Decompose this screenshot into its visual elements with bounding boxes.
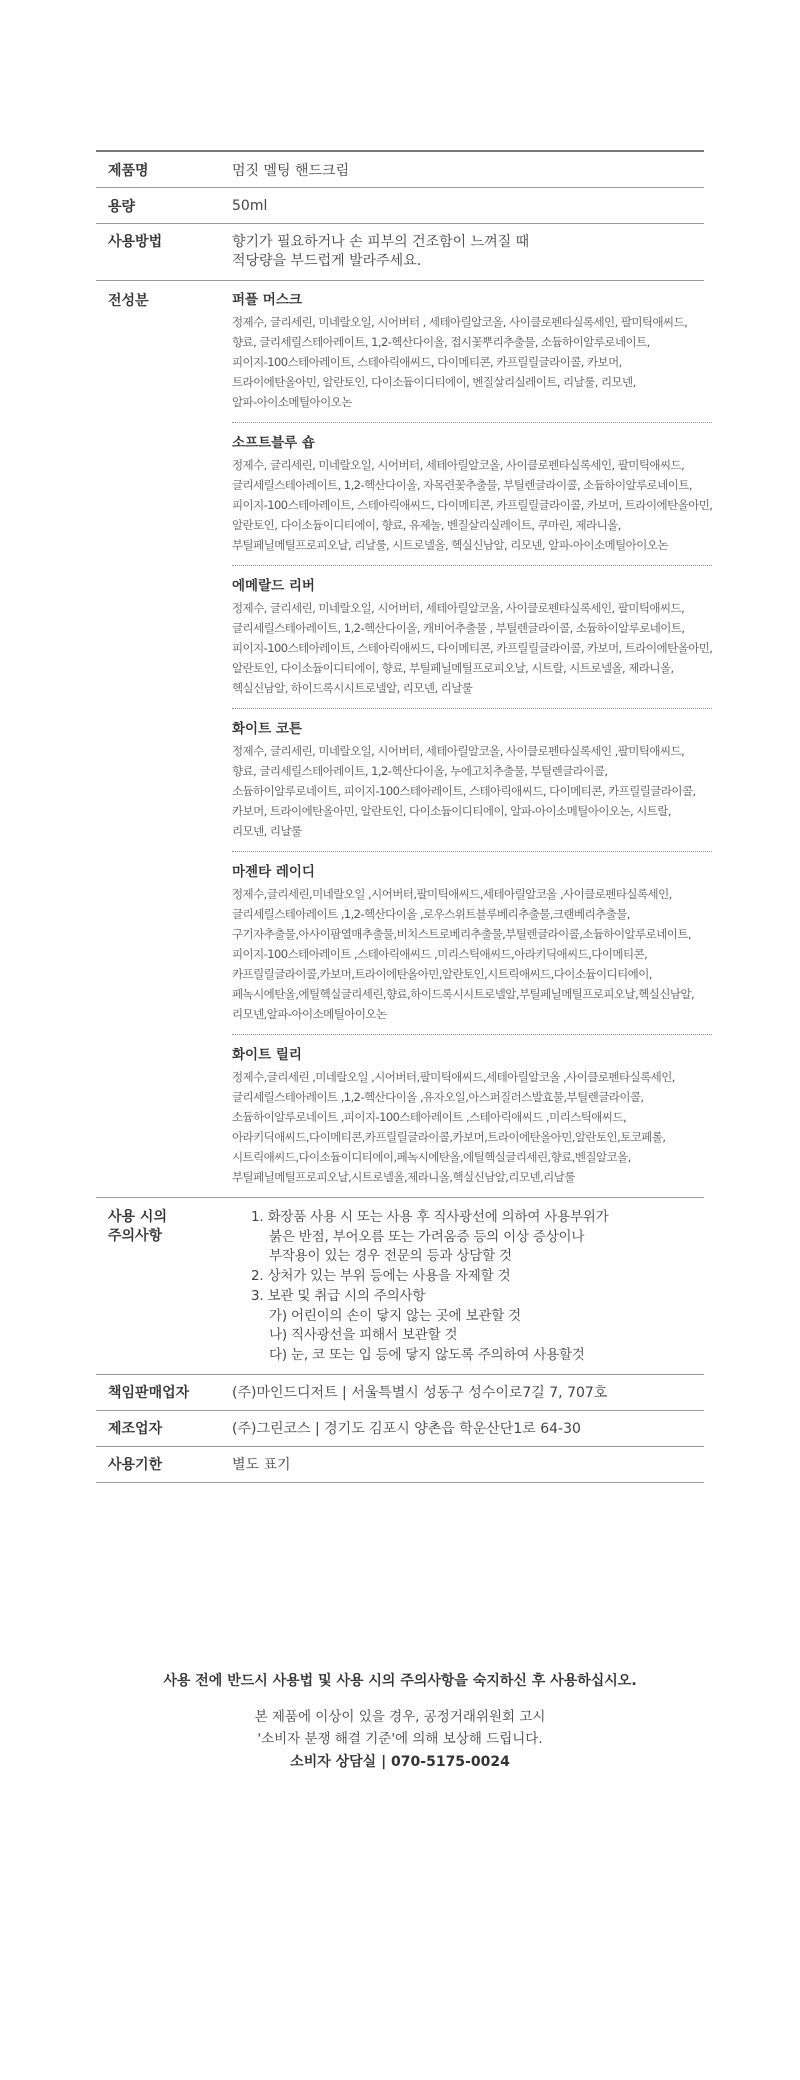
ingredient-line: 정제수,글리세린,미네랄오일 ,시어버터,팔미틱애씨드,세테아릴알코올 ,사이클로펜타실록세인,	[232, 887, 672, 901]
ingredient-product	[232, 852, 712, 1035]
compensation-notice-line: '소비자 분쟁 해결 기준'에 의해 보상해 드립니다.	[257, 1731, 543, 1747]
caution-label-line: 사용 시의	[108, 1209, 167, 1225]
ingredient-line: 트라이에탄올아민, 알란토인, 다이소듐이디티에이, 벤질살리실레이트, 리날룰, 리모넨,	[232, 375, 636, 389]
ingredient-product	[232, 1035, 712, 1197]
ingredient-product-name: 소프트블루 숍	[232, 435, 315, 451]
consumer-center-phone: 소비자 상담실 | 070-5175-0024	[290, 1754, 510, 1770]
ingredient-line: 글리세릴스테아레이트, 1,2-헥산다이올, 자목련꽃추출물, 부틸렌글라이콜, 소듐하이알루로네이트,	[232, 478, 692, 492]
ingredient-line: 구기자추출물,아사이팜열매추출물,비치스트로베리추출물,부틸렌글라이콜,소듐하이알루로네이트,	[232, 927, 692, 941]
caution-line: 나) 직사광선을 피해서 보관할 것	[269, 1327, 458, 1344]
ingredient-line: 정제수, 글리세린, 미네랄오일, 시어버터, 세테아릴알코올, 사이클로펜타실록세인, 팔미틱애씨드,	[232, 601, 685, 615]
expiry-value: 별도 표기	[232, 1457, 291, 1474]
ingredient-line: 알란토인, 다이소듐이디티에이, 향료, 부틸페닐메틸프로피오날, 시트랄, 시트로넬올, 제라니올,	[232, 661, 674, 675]
caution-line: 다) 눈, 코 또는 입 등에 닿지 않도록 주의하여 사용할것	[269, 1346, 585, 1363]
row-manufacturer	[96, 1411, 704, 1447]
ingredient-product	[232, 709, 712, 852]
ingredient-product-name: 마젠타 레이디	[232, 864, 315, 880]
ingredient-line: 글리세릴스테아레이트 ,1,2-헥산다이올 ,유자오일,아스퍼질러스발효물,부틸렌글라이콜,	[232, 1090, 644, 1104]
ingredient-product	[232, 423, 712, 566]
ingredient-line: 리모넨,알파-아이소메틸아이오논	[232, 1007, 387, 1021]
ingredient-line: 헥실신남알, 하이드록시시트로넬알, 리모넨, 리날룰	[232, 681, 473, 695]
caution-label-line: 주의사항	[108, 1228, 163, 1244]
ingredient-product-name: 퍼플 머스크	[232, 292, 302, 308]
ingredient-line: 알란토인, 다이소듐이디티에이, 향료, 유제놀, 벤질살리실레이트, 쿠마린, 제라니올,	[232, 518, 621, 532]
ingredient-line: 피이지-100스테아레이트 ,스테아릭애씨드 ,미리스틱애씨드,아라키딕애씨드,다이메티콘,	[232, 947, 648, 961]
ingredient-line: 부틸페닐메틸프로피오날, 리날룰, 시트로넬올, 헥실신남알, 리모넨, 알파-아이소메틸아이오논	[232, 538, 668, 552]
volume-value: 50ml	[232, 197, 268, 214]
row-seller	[96, 1375, 704, 1411]
usage-line: 향기가 필요하거나 손 피부의 건조함이 느껴질 때	[232, 234, 530, 250]
ingredient-line: 향료, 글리세릴스테아레이트, 1,2-헥산다이올, 접시꽃뿌리추출물, 소듐하이알루로네이트,	[232, 335, 650, 349]
ingredient-line: 카보머, 트라이에탄올아민, 알란토인, 다이소듐이디티에이, 알파-아이소메틸아이오논, 시트랄,	[232, 804, 671, 818]
ingredient-line: 리모넨, 리날룰	[232, 824, 302, 838]
ingredient-line: 글리세릴스테아레이트, 1,2-헥산다이올, 캐비어추출물 , 부틸렌글라이콜, 소듐하이알루로네이트,	[232, 621, 685, 635]
seller-value: (주)마인드디저트 | 서울특별시 성동구 성수이로7길 7, 707호	[232, 1385, 608, 1402]
ingredient-line: 알파-아이소메틸아이오논	[232, 395, 352, 409]
usage-value	[232, 224, 704, 280]
caution-line: 붉은 반점, 부어오름 또는 가려움증 등의 이상 증상이나	[269, 1228, 585, 1245]
manufacturer-value: (주)그린코스 | 경기도 김포시 양촌읍 학운산단1로 64-30	[232, 1421, 581, 1438]
row-label: 제조업자	[108, 1421, 163, 1438]
row-ingredients	[96, 281, 713, 1198]
ingredient-line: 피이지-100스테아레이트, 스테아릭애씨드, 다이메티콘, 카프릴릴글라이콜, 카보머, 트라이에탄올아민,	[232, 641, 713, 655]
ingredient-line: 시트릭애씨드,다이소듐이디티에이,페녹시에탄올,에틸헥실글리세린,향료,벤질알코올,	[232, 1150, 631, 1164]
compensation-notice-line: 본 제품에 이상이 있을 경우, 공정거래위원회 고시	[254, 1709, 546, 1725]
caution-value	[232, 1198, 704, 1374]
row-label: 전성분	[108, 293, 149, 309]
row-label: 용량	[108, 198, 136, 215]
usage-line: 적당량을 부드럽게 발라주세요.	[232, 253, 422, 269]
ingredient-line: 향료, 글리세릴스테아레이트, 1,2-헥산다이올, 누에고치추출물, 부틸렌글라이콜,	[232, 764, 608, 778]
ingredient-line: 페녹시에탄올,에틸헥실글리세린,향료,하이드록시시트로넬알,부틸페닐메틸프로피오날,헥실신남알,	[232, 987, 695, 1001]
row-caution	[96, 1198, 704, 1375]
row-label: 사용방법	[108, 234, 163, 250]
ingredient-line: 부틸페닐메틸프로피오날,시트로넬올,제라니올,헥실신남알,리모넨,리날룰	[232, 1170, 575, 1184]
ingredient-line: 정제수, 글리세린, 미네랄오일, 시어버터, 세테아릴알코올, 사이클로펜타실록세인 ,팔미틱애씨드,	[232, 744, 685, 758]
ingredient-line: 피이지-100스테아레이트, 스테아릭애씨드, 다이메티콘, 카프릴릴글라이콜, 카보머, 트라이에탄올아민,	[232, 498, 713, 512]
ingredient-line: 정제수,글리세린 ,미네랄오일 ,시어버터,팔미틱애씨드,세테아릴알코올 ,사이클로펜타실록세인,	[232, 1070, 675, 1084]
ingredient-line: 아라키딕애씨드,다이메티콘,카프릴릴글라이콜,카보머,트라이에탄올아민,알란토인,토코페롤,	[232, 1130, 666, 1144]
product-info-table	[96, 150, 713, 1483]
row-expiry	[96, 1447, 704, 1483]
ingredient-list	[232, 281, 712, 1197]
row-label: 책임판매업자	[108, 1385, 190, 1402]
ingredient-line: 카프릴릴글라이콜,카보머,트라이에탄올아민,알란토인,시트릭애씨드,다이소듐이디티에이,	[232, 967, 652, 981]
row-usage	[96, 224, 704, 281]
caution-line: 부작용이 있는 경우 전문의 등과 상담할 것	[269, 1248, 512, 1265]
ingredient-product-name: 에메랄드 리버	[232, 578, 315, 594]
ingredient-line: 정제수, 글리세린, 미네랄오일, 시어버터 , 세테아릴알코올, 사이클로펜타실록세인, 팔미틱애씨드,	[232, 315, 688, 329]
product-name-value: 멈짓 멜팅 핸드크림	[232, 162, 350, 179]
ingredient-product	[232, 566, 712, 709]
caution-line: 1. 화장품 사용 시 또는 사용 후 직사광선에 의하여 사용부위가	[251, 1209, 609, 1225]
ingredient-line: 소듐하이알루로네이트, 피이지-100스테아레이트, 스테아릭애씨드, 다이메티콘, 카프릴릴글라이콜,	[232, 784, 696, 798]
ingredient-line: 정제수, 글리세린, 미네랄오일, 시어버터, 세테아릴알코올, 사이클로펜타실록세인, 팔미틱애씨드,	[232, 458, 685, 472]
row-label	[96, 1198, 232, 1374]
caution-line: 3. 보관 및 취급 시의 주의사항	[251, 1287, 426, 1304]
caution-line: 가) 어린이의 손이 닿지 않는 곳에 보관할 것	[269, 1307, 522, 1324]
ingredient-line: 글리세릴스테아레이트 ,1,2-헥산다이올 ,로우스위트블루베리추출물,크랜베리추출물,	[232, 907, 630, 921]
ingredient-product-name: 화이트 릴리	[232, 1047, 302, 1063]
usage-notice: 사용 전에 반드시 사용법 및 사용 시의 주의사항을 숙지하신 후 사용하십시오.	[163, 1673, 637, 1689]
row-product-name	[96, 152, 704, 188]
row-label: 제품명	[108, 162, 149, 179]
row-volume	[96, 188, 704, 224]
ingredient-product-name: 화이트 코튼	[232, 721, 302, 737]
row-label: 사용기한	[108, 1457, 163, 1474]
ingredient-line: 피이지-100스테아레이트, 스테아릭애씨드, 다이메티콘, 카프릴릴글라이콜, 카보머,	[232, 355, 622, 369]
caution-line: 2. 상처가 있는 부위 등에는 사용을 자제할 것	[251, 1268, 511, 1285]
ingredient-product	[232, 281, 712, 423]
ingredient-line: 소듐하이알루로네이트 ,피이지-100스테아레이트 ,스테아릭애씨드 ,미리스틱애씨드,	[232, 1110, 627, 1124]
